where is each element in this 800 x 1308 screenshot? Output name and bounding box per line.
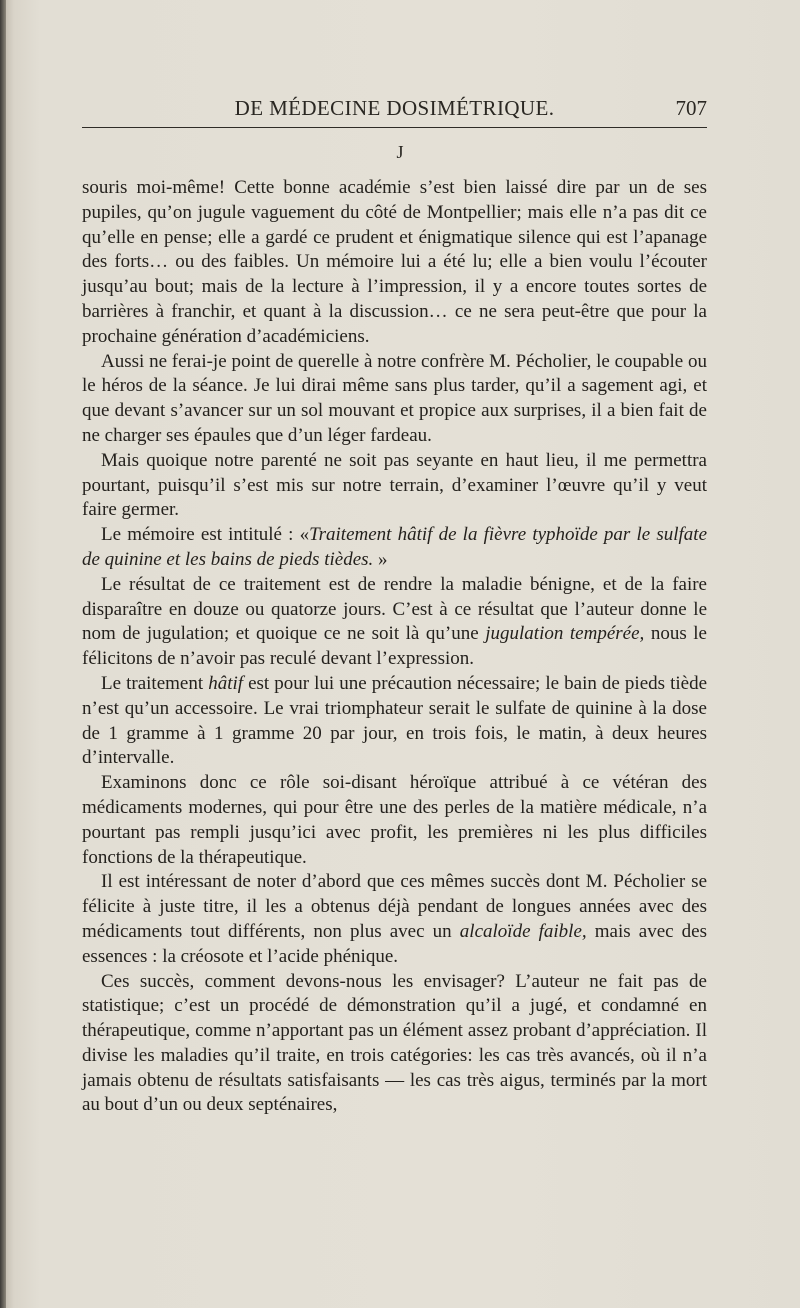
text-run: est pour lui une précaution nécessaire; le bain de pieds tiède n’est qu’un accessoire. Le vrai triomphateur serait le sulfate de quinine à la dose de 1 gramme à 1 gramme 20 par jour, en trois fois, le matin, à deux heures d’intervalle. bbox=[82, 672, 707, 769]
paragraph bbox=[82, 672, 707, 771]
paragraph bbox=[82, 176, 707, 350]
paragraph bbox=[82, 449, 707, 523]
paragraph bbox=[82, 523, 707, 573]
paragraph bbox=[82, 870, 707, 969]
running-title: DE MÉDECINE DOSIMÉTRIQUE. bbox=[234, 96, 555, 120]
page-number: 707 bbox=[675, 96, 707, 120]
text-run: souris moi-même! Cette bonne académie s’est bien laissé dire par un de ses pupiles, qu’on jugule vaguement du côté de Montpellier; mais elle n’a pas dit ce qu’elle en pense; elle a gardé ce prudent et énigmatique silence qui est l’apanage des forts… ou des faibles. Un mémoire lui a été lu; elle a bien voulu l’écouter jusqu’au bout; mais de la lecture à l’impression, il y a encore toutes sortes de barrières à franchir, et quant à la discussion… ce ne sera peut-être que pour la prochaine génération d’académiciens. bbox=[82, 177, 707, 347]
text-run: nous le félicitons de n’avoir pas reculé devant l’expression. bbox=[82, 623, 707, 670]
italic-text: alcaloïde faible, bbox=[459, 920, 587, 942]
paragraph bbox=[82, 350, 707, 449]
text-run: » bbox=[373, 548, 388, 570]
text-run: Examinons donc ce rôle soi-disant héroïque attribué à ce vétéran des médicaments modernes, qui pour être une des perles de la matière médicale, n’a pourtant pas rempli jusqu’ici avec profit, les premières ni les plus difficiles fonctions de la thérapeutique. bbox=[82, 772, 707, 868]
page-spine-shadow bbox=[0, 0, 6, 1308]
body-text bbox=[82, 176, 707, 1118]
running-header bbox=[82, 96, 707, 124]
text-run: Mais quoique notre parenté ne soit pas seyante en haut lieu, il me permettra pourtant, puisqu’il s’est mis sur notre terrain, d’examiner l’œuvre qu’il y veut faire germer. bbox=[82, 449, 707, 521]
text-run: Le mémoire est intitulé : « bbox=[101, 524, 310, 546]
signature-mark: J bbox=[396, 142, 404, 162]
text-run: Il est intéressant de noter d’abord que ces mêmes succès dont M. Pécholier se félicite à juste titre, il les a obtenus déjà pendant de longues années avec des médicaments tout différents, non plus avec un bbox=[82, 871, 707, 942]
italic-text: hâtif bbox=[208, 672, 244, 694]
italic-text: Traitement hâtif de la fièvre typhoïde par le sulfate de quinine et les bains de pieds tièdes. bbox=[82, 524, 708, 570]
text-run: Aussi ne ferai-je point de querelle à notre confrère M. Pécholier, le coupable ou le héros de la séance. Je lui dirai même sans plus tarder, qu’il a sagement agi, et que devant s’avancer sur un sol mouvant et propice aux surprises, il a bien fait de ne charger ses épaules que d’un léger fardeau. bbox=[82, 350, 707, 446]
header-rule bbox=[82, 127, 707, 128]
text-run: Ces succès, comment devons-nous les envisager? L’auteur ne fait pas de statistique; c’est un procédé de démonstration qu’il a jugé, et condamné en thérapeutique, comme n’apportant pas un élément assez probant d’appréciation. Il divise les maladies qu’il traite, en trois catégories: les cas très avancés, où il n’a jamais obtenu de résultats satisfaisants — les cas très aigus, terminés par la mort au bout d’un ou deux septénaires, bbox=[82, 970, 707, 1116]
paragraph bbox=[82, 771, 707, 870]
text-run: Le résultat de ce traitement est de rendre la maladie bénigne, et de la faire disparaître en douze ou quatorze jours. C’est à ce résultat que l’auteur donne le nom de jugulation; et quoique ce ne soit là qu’une bbox=[82, 573, 707, 645]
text-run: Le traitement bbox=[101, 672, 209, 694]
text-run: mais avec des essences : la créosote et l’acide phénique. bbox=[82, 920, 707, 967]
italic-text: jugulation tempérée, bbox=[485, 623, 645, 645]
paragraph bbox=[82, 970, 707, 1119]
paragraph bbox=[82, 573, 707, 672]
